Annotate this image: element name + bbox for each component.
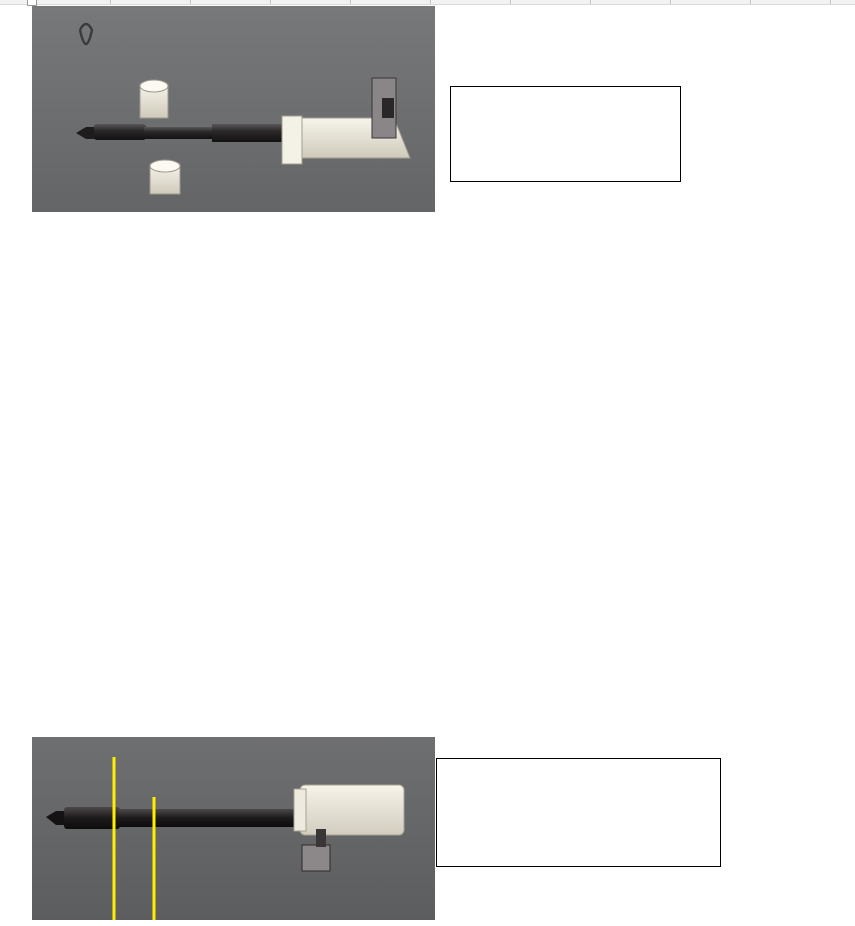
cap-piece-lower [150, 160, 180, 194]
page-top-edge [0, 0, 855, 5]
striker-metal-tab [372, 78, 396, 138]
caption-top [450, 86, 681, 182]
assembly-rod [46, 807, 318, 829]
caption-bottom [436, 758, 721, 867]
assembly-white-body [294, 785, 404, 835]
striker-parts-photo [32, 6, 435, 212]
cap-piece-upper [140, 80, 168, 118]
striker-assembly-photo [32, 737, 435, 920]
